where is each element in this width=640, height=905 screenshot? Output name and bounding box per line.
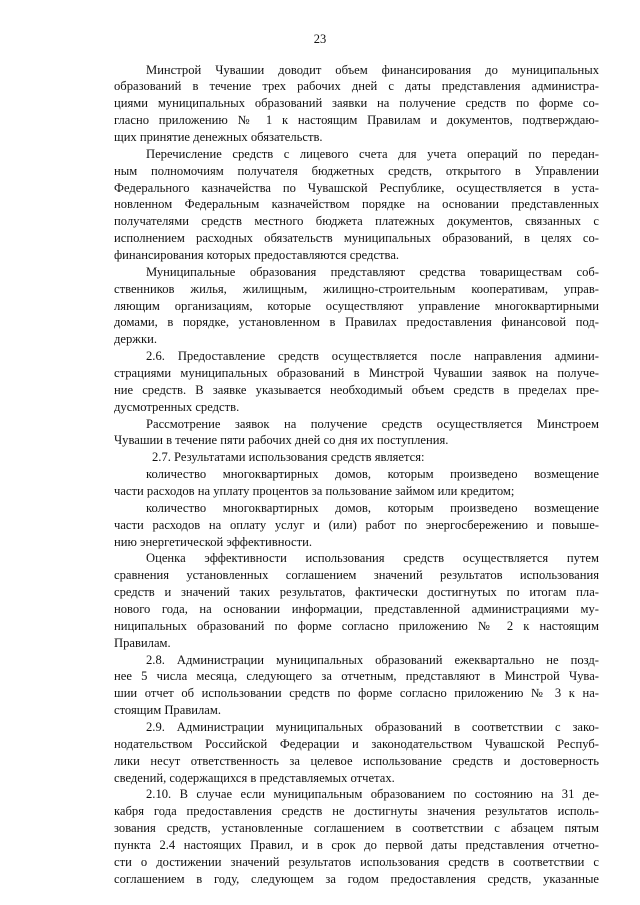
text-line: ляющим организациям, которые осуществляют управление многоквартирными [114,298,599,313]
text-line: финансирования которых предоставляются средства. [114,247,400,262]
text-line: 2.8. Администрации муниципальных образований ежеквартально не позд- [146,652,599,667]
text-line: Оценка эффективности использования средств осуществляется путем [146,551,599,566]
text-line: сти о достижении значений результатов использования средств в соответствии с [114,854,599,869]
text-line: новленном Федеральным казначейством порядке на основании представленных [114,197,599,212]
text-line: соглашением в году, следующем за годом предоставления средств, указанные [114,871,599,886]
text-line: ственников жилья, жилищным, жилищно-строительным кооперативам, управ- [114,281,599,296]
text-line: сравнения установленных соглашением значений результатов использования [114,568,599,583]
text-line: ным полномочиям получателя бюджетных средств, открытого в Управлении [114,163,599,178]
text-line: пункта 2.4 настоящих Правил, и в срок до первой даты представления отчетно- [114,838,599,853]
text-line: ниципальных образований по форме согласно приложению № 2 к настоящим [114,618,599,633]
text-line: 2.6. Предоставление средств осуществляется после направления админи- [146,349,599,364]
text-line: 2.9. Администрации муниципальных образований в соответствии с зако- [146,720,599,735]
text-line: страциями муниципальных образований в Минстрой Чувашии заявок на получе- [114,365,599,380]
text-line: ние средств. В заявке указывается необходимый объем средств в пределах пре- [114,382,599,397]
text-line: держки. [114,332,158,347]
text-line: 2.7. Результатами использования средств является: [152,450,425,465]
text-line: щих принятие денежных обязательств. [114,129,323,144]
text-line: нее 5 числа месяца, следующего за отчетным, представляют в Минстрой Чува- [114,669,599,684]
text-line: гласно приложению № 1 к настоящим Правилам и документов, подтверждаю- [114,113,599,128]
text-line: Чувашии в течение пяти рабочих дней со дня их поступления. [114,433,449,448]
text-line: части расходов на уплату процентов за пользование займом или кредитом; [114,484,515,498]
text-line: Рассмотрение заявок на получение средств осуществляется Минстроем [146,416,599,431]
text-line: образований в течение трех рабочих дней с даты представления администра- [114,79,599,94]
text-line: шии отчет об использовании средств по форме согласно приложению № 3 к на- [114,686,599,701]
text-line: количество многоквартирных домов, которым произведено возмещение [146,467,599,482]
text-line: циями муниципальных образований заявки на получение средств по форме со- [114,96,599,111]
text-line: кабря года предоставления средств не достигнуты значения результатов исполь- [114,804,599,819]
text-line: стоящим Правилам. [114,703,221,718]
text-line: средств и значений таких результатов, фактически достигнутых по итогам пла- [114,585,599,600]
text-line: исполнением расходных обязательств муниципальных образований, в целях со- [114,231,599,246]
text-line: Муниципальные образования представляют средства товариществам соб- [146,264,599,279]
text-line: Перечисление средств с лицевого счета для учета операций по передан- [146,146,599,161]
text-line: лики несут ответственность за целевое использование средств и достоверность [114,753,599,768]
text-line: нового года, на основании информации, представленной администрациями му- [114,602,599,617]
text-line: дусмотренных средств. [114,399,240,414]
text-line: получателями средств местного бюджета платежных документов, связанных с [114,214,599,229]
text-line: домами, в порядке, установленном в Правилах предоставления финансовой под- [114,315,599,330]
text-line: части расходов на оплату услуг и (или) работ по энергосбережению и повыше- [114,517,599,532]
text-line: нодательством Российской Федерации и законодательством Чувашской Респуб- [114,736,599,751]
page-number: 23 [313,32,327,46]
text-line: Правилам. [114,635,171,650]
text-line: Минстрой Чувашии доводит объем финансирования до муниципальных [146,62,599,77]
text-line: Федерального казначейства по Чувашской Республике, осуществляется в уста- [114,180,599,195]
text-line: количество многоквартирных домов, которым произведено возмещение [146,500,599,515]
text-line: сведений, содержащихся в представляемых отчетах. [114,770,395,785]
text-line: 2.10. В случае если муниципальным образованием по состоянию на 31 де- [146,787,599,802]
text-line: зования средств, установленные соглашением в соответствии с абзацем пятым [114,821,599,836]
text-line: нию энергетической эффективности. [114,534,313,549]
